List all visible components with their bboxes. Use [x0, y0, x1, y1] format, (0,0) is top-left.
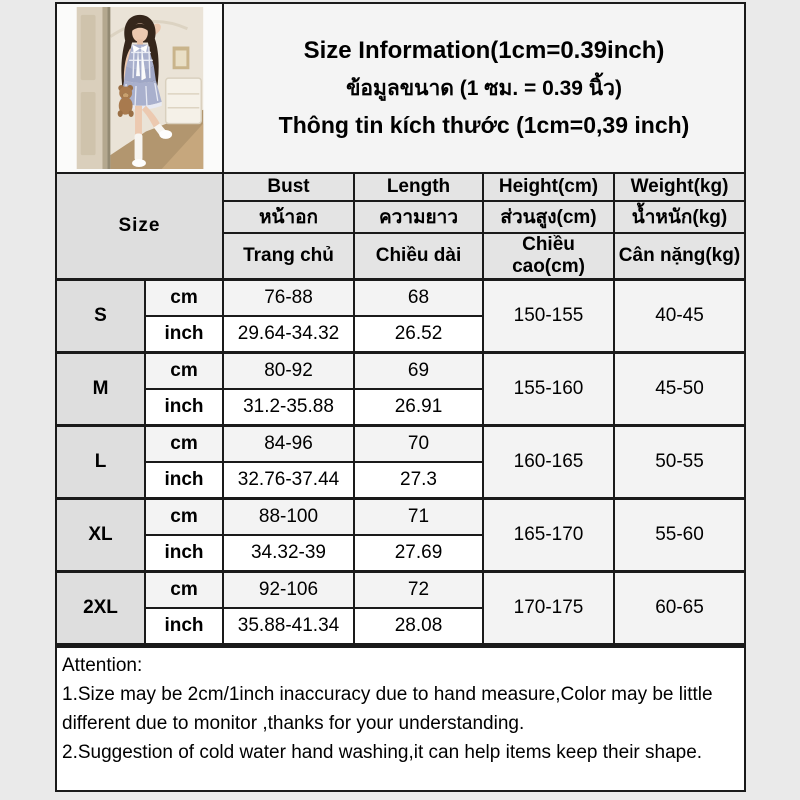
banner-row	[57, 4, 744, 174]
bust-inch-value: 35.88-41.34	[223, 608, 354, 644]
weight-value: 55-60	[614, 499, 744, 572]
col-header-length-vi: Chiều dài	[354, 233, 483, 280]
col-header-weight-en: Weight(kg)	[614, 174, 744, 201]
col-header-bust-vi: Trang chủ	[223, 233, 354, 280]
size-label-2xl: 2XL	[57, 572, 145, 645]
col-header-length-en: Length	[354, 174, 483, 201]
length-inch-value: 28.08	[354, 608, 483, 644]
title-vietnamese: Thông tin kích thước (1cm=0,39 inch)	[278, 112, 690, 138]
length-cm-value: 69	[354, 353, 483, 390]
col-header-height-vi: Chiều cao(cm)	[483, 233, 614, 280]
height-value: 150-155	[483, 280, 614, 353]
length-inch-value: 26.52	[354, 316, 483, 353]
weight-value: 45-50	[614, 353, 744, 426]
weight-value: 40-45	[614, 280, 744, 353]
unit-label-inch: inch	[145, 535, 223, 572]
col-header-height-en: Height(cm)	[483, 174, 614, 201]
col-header-height-th: ส่วนสูง(cm)	[483, 201, 614, 233]
length-inch-value: 26.91	[354, 389, 483, 426]
weight-value: 60-65	[614, 572, 744, 645]
bust-cm-value: 92-106	[223, 572, 354, 609]
bust-inch-value: 29.64-34.32	[223, 316, 354, 353]
unit-label-cm: cm	[145, 499, 223, 536]
height-value: 165-170	[483, 499, 614, 572]
unit-label-cm: cm	[145, 426, 223, 463]
bust-cm-value: 76-88	[223, 280, 354, 317]
unit-label-inch: inch	[145, 316, 223, 353]
attention-heading: Attention:	[62, 655, 143, 676]
col-header-bust-th: หน้าอก	[223, 201, 354, 233]
size-label-l: L	[57, 426, 145, 499]
title-english: Size Information(1cm=0.39inch)	[303, 37, 665, 64]
height-value: 155-160	[483, 353, 614, 426]
length-cm-value: 70	[354, 426, 483, 463]
bust-cm-value: 88-100	[223, 499, 354, 536]
attention-note: 1.Size may be 2cm/1inch inaccuracy due to hand measure,Color may be little different due to monitor ,thanks for your understanding.	[62, 684, 713, 734]
size-label-m: M	[57, 353, 145, 426]
size-info-title-block	[224, 4, 744, 172]
unit-label-inch: inch	[145, 462, 223, 499]
product-photo-cell	[57, 4, 224, 172]
size-label-xl: XL	[57, 499, 145, 572]
bust-inch-value: 31.2-35.88	[223, 389, 354, 426]
size-chart-sheet	[55, 2, 746, 792]
unit-label-cm: cm	[145, 280, 223, 317]
length-cm-value: 72	[354, 572, 483, 609]
attention-note: 2.Suggestion of cold water hand washing,it can help items keep their shape.	[62, 742, 703, 763]
length-inch-value: 27.69	[354, 535, 483, 572]
length-cm-value: 71	[354, 499, 483, 536]
height-value: 160-165	[483, 426, 614, 499]
product-photo	[76, 7, 204, 169]
size-corner-label: Size	[57, 174, 223, 280]
size-table	[57, 174, 744, 645]
col-header-bust-en: Bust	[223, 174, 354, 201]
bust-inch-value: 32.76-37.44	[223, 462, 354, 499]
col-header-weight-vi: Cân nặng(kg)	[614, 233, 744, 280]
bust-cm-value: 84-96	[223, 426, 354, 463]
attention-box	[57, 645, 744, 790]
col-header-length-th: ความยาว	[354, 201, 483, 233]
weight-value: 50-55	[614, 426, 744, 499]
col-header-weight-th: น้ำหนัก(kg)	[614, 201, 744, 233]
unit-label-cm: cm	[145, 572, 223, 609]
length-inch-value: 27.3	[354, 462, 483, 499]
unit-label-inch: inch	[145, 389, 223, 426]
bust-cm-value: 80-92	[223, 353, 354, 390]
length-cm-value: 68	[354, 280, 483, 317]
unit-label-cm: cm	[145, 353, 223, 390]
unit-label-inch: inch	[145, 608, 223, 644]
title-thai: ข้อมูลขนาด (1 ซม. = 0.39 นิ้ว)	[346, 77, 622, 100]
size-label-s: S	[57, 280, 145, 353]
height-value: 170-175	[483, 572, 614, 645]
bust-inch-value: 34.32-39	[223, 535, 354, 572]
